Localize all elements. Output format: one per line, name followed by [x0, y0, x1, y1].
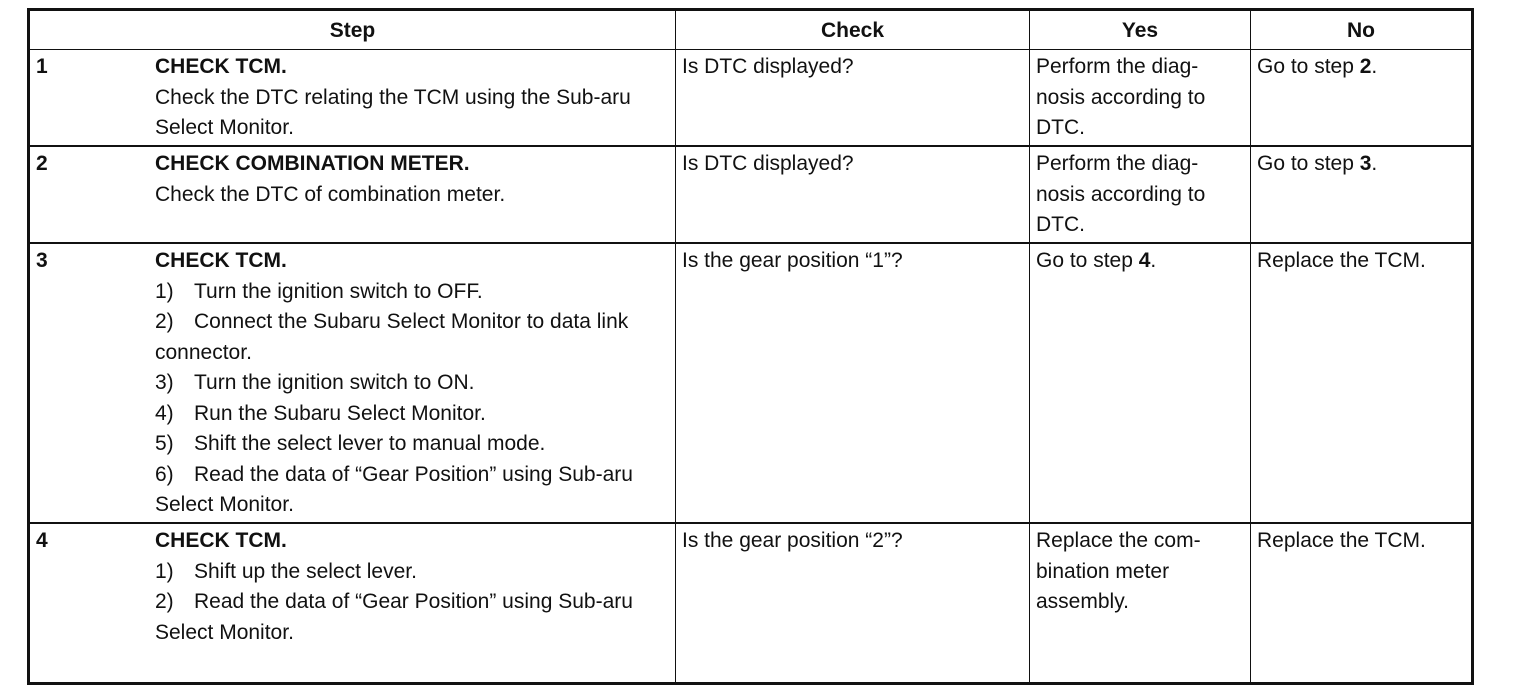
substep-text: Read the data of “Gear Position” using Sub-aru Select Monitor.: [155, 590, 633, 644]
substep-text: Shift up the select lever.: [194, 559, 417, 583]
step-cell: [29, 146, 676, 243]
diagnostic-procedure-sheet: [27, 8, 1471, 685]
header-step: Step: [29, 10, 676, 50]
no-suffix: .: [1371, 152, 1378, 175]
step-text: Check the DTC of combination meter.: [155, 182, 506, 206]
step-cell: [29, 50, 676, 147]
substep: [155, 368, 670, 399]
yes-cell: Perform the diag-nosis according to DTC.: [1030, 146, 1251, 243]
substep-number: 4): [155, 401, 174, 425]
step-reference: 4: [1138, 249, 1151, 272]
diagnostic-table: [27, 8, 1474, 685]
no-text: Go to step: [1257, 152, 1360, 175]
substep-text: Turn the ignition switch to OFF.: [194, 279, 483, 303]
table-header-row: [29, 10, 1473, 50]
header-yes: Yes: [1030, 10, 1251, 50]
yes-text: Go to step: [1036, 249, 1139, 272]
table-row: [29, 146, 1473, 243]
header-check: Check: [676, 10, 1030, 50]
substep-number: 1): [155, 279, 174, 303]
yes-cell: [1030, 243, 1251, 523]
substep: [155, 277, 670, 308]
step-reference: 3: [1359, 152, 1372, 175]
step-cell: [29, 243, 676, 523]
step-title: CHECK TCM.: [155, 529, 287, 552]
no-cell: [1251, 146, 1473, 243]
header-no: No: [1251, 10, 1473, 50]
table-row: [29, 243, 1473, 523]
no-cell: Replace the TCM.: [1251, 523, 1473, 684]
step-number: 2: [36, 152, 48, 175]
check-cell: Is the gear position “2”?: [676, 523, 1030, 684]
step-number: 1: [36, 55, 48, 78]
substep: [155, 399, 670, 430]
table-row: [29, 523, 1473, 684]
yes-cell: Perform the diag-nosis according to DTC.: [1030, 50, 1251, 147]
substep-number: 6): [155, 462, 174, 486]
substep-number: 5): [155, 432, 174, 455]
step-title: CHECK TCM.: [155, 249, 287, 272]
substep: [155, 460, 670, 521]
table-row: [29, 50, 1473, 147]
substep-text: Read the data of “Gear Position” using Sub-aru Select Monitor.: [155, 462, 633, 516]
no-text: Go to step: [1257, 55, 1360, 78]
step-number: 4: [36, 529, 48, 552]
check-cell: Is the gear position “1”?: [676, 243, 1030, 523]
yes-suffix: .: [1150, 249, 1157, 272]
yes-cell: Replace the com-bination meter assembly.: [1030, 523, 1251, 684]
substep-number: 2): [155, 310, 174, 333]
substep: [155, 307, 670, 368]
no-suffix: .: [1371, 55, 1378, 78]
substep: [155, 587, 670, 648]
substep: [155, 557, 670, 588]
step-title: CHECK TCM.: [155, 55, 287, 78]
step-cell: [29, 523, 676, 684]
substep-number: 3): [155, 371, 174, 394]
substep: [155, 429, 670, 460]
step-title: CHECK COMBINATION METER.: [155, 152, 470, 175]
substep-text: Shift the select lever to manual mode.: [194, 432, 546, 455]
check-cell: Is DTC displayed?: [676, 146, 1030, 243]
substep-text: Run the Subaru Select Monitor.: [194, 401, 486, 425]
step-reference: 2: [1359, 55, 1372, 78]
substep-text: Connect the Subaru Select Monitor to data link connector.: [155, 310, 629, 364]
substep-text: Turn the ignition switch to ON.: [194, 371, 475, 394]
substep-number: 2): [155, 590, 174, 613]
no-cell: Replace the TCM.: [1251, 243, 1473, 523]
step-number: 3: [36, 249, 48, 272]
no-cell: [1251, 50, 1473, 147]
substep-number: 1): [155, 559, 174, 583]
check-cell: Is DTC displayed?: [676, 50, 1030, 147]
step-text: Check the DTC relating the TCM using the Sub-aru Select Monitor.: [155, 85, 631, 139]
